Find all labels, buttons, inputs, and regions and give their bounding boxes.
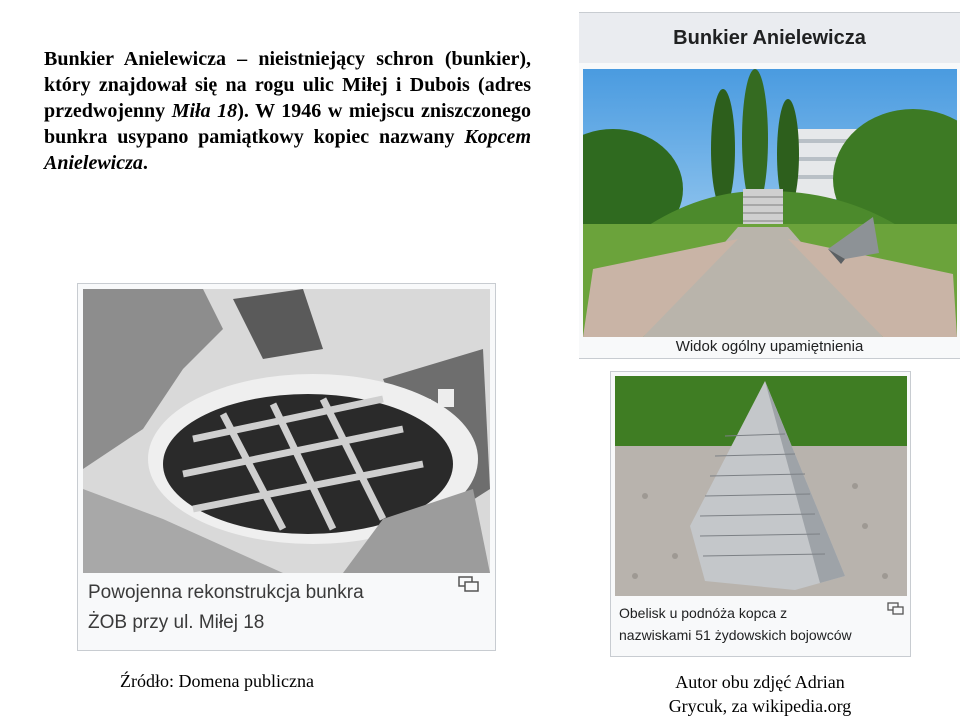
infobox-caption: Widok ogólny upamiętnienia <box>675 338 864 355</box>
obelisk-card <box>610 371 911 657</box>
intro-mound-name: Kopcem Anielewicza <box>44 126 531 174</box>
enlarge-icon[interactable] <box>458 576 480 592</box>
obelisk-photo[interactable] <box>615 376 907 596</box>
intro-address: Miła 18 <box>171 100 238 122</box>
intro-text-3: . <box>142 152 148 174</box>
intro-text-2: ). W 1946 w miejscu zniszczonego bunkra usypano pamiątkowy kopiec nazwany <box>44 100 532 148</box>
bunker-reconstruction-card <box>77 283 496 651</box>
author-credit-line2: Grycuk, za wikipedia.org <box>668 696 852 716</box>
infobox <box>579 12 960 359</box>
obelisk-caption-line2: nazwiskami 51 żydowskich bojowców <box>619 627 852 643</box>
bunker-caption <box>88 578 448 638</box>
memorial-photo[interactable] <box>583 69 957 337</box>
infobox-title: Bunkier Anielewicza <box>579 13 960 63</box>
author-credit-line1: Autor obu zdjęć Adrian <box>675 672 845 692</box>
bunker-caption-line2: ŻOB przy ul. Miłej 18 <box>88 612 265 633</box>
intro-paragraph <box>44 46 531 176</box>
enlarge-icon[interactable] <box>887 602 905 615</box>
obelisk-caption <box>619 602 889 646</box>
intro-text-1: Bunkier Anielewicza – nieistniejący schron (bunkier), który znajdował się na rogu ulic Miłej i Dubois (adres przedwojenny <box>44 48 531 122</box>
photo-author-credit <box>640 670 880 718</box>
bunker-reconstruction-photo[interactable] <box>83 289 490 573</box>
bunker-caption-line1: Powojenna rekonstrukcja bunkra <box>88 582 364 603</box>
obelisk-caption-line1: Obelisk u podnóża kopca z <box>619 605 788 621</box>
source-public-domain: Źródło: Domena publiczna <box>120 671 314 691</box>
